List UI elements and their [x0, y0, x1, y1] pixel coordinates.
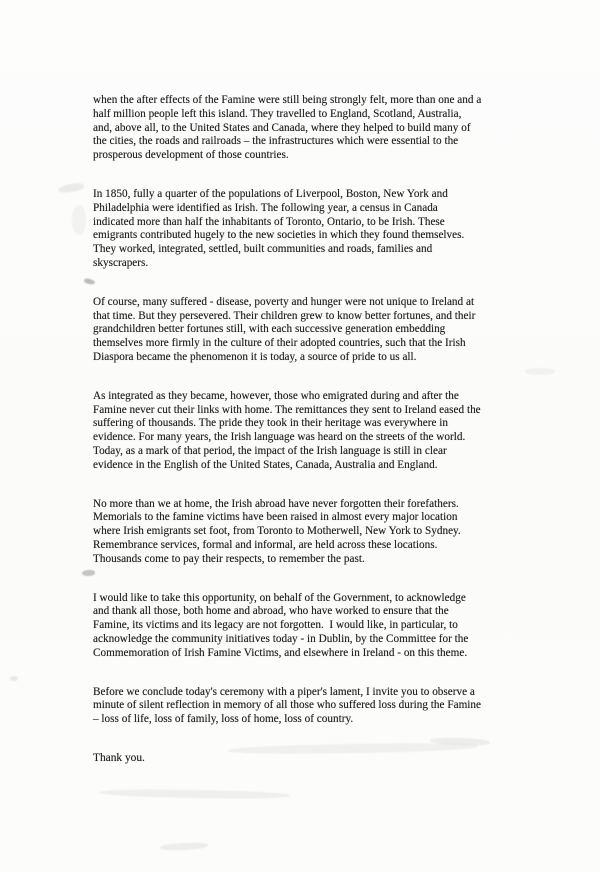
text-line: prosperous development of those countries. — [93, 149, 289, 162]
paragraph — [93, 296, 553, 365]
text-line: themselves more firmly in the culture of their adopted countries, such that the Irish — [93, 337, 466, 350]
paragraph — [93, 592, 553, 661]
scan-smudge — [72, 205, 86, 235]
text-line: In 1850, fully a quarter of the populations of Liverpool, Boston, New York and — [93, 187, 448, 200]
text-line: the cities, the roads and railroads – the infrastructures which were essential to the — [93, 135, 459, 148]
paragraph — [93, 390, 553, 473]
text-line: Famine never cut their links with home. The remittances they sent to Ireland eased the — [93, 403, 481, 416]
text-line: I would like to take this opportunity, on behalf of the Government, to acknowledge — [93, 591, 466, 604]
text-line: Thousands come to pay their respects, to remember the past. — [93, 552, 365, 565]
text-line: evidence. For many years, the Irish language was heard on the streets of the world. — [93, 431, 466, 444]
text-line: Remembrance services, formal and informal, are held across these locations. — [93, 538, 438, 551]
text-line: Commemoration of Irish Famine Victims, and elsewhere in Ireland - on this theme. — [93, 646, 468, 659]
paragraph — [93, 498, 553, 567]
text-line: suffering of thousands. The pride they took in their heritage was everywhere in — [93, 417, 449, 430]
text-line: Of course, many suffered - disease, poverty and hunger were not unique to Ireland at — [93, 295, 475, 308]
text-line: minute of silent reflection in memory of all those who suffered loss during the Famine — [93, 699, 482, 712]
text-line: Memorials to the famine victims have been raised in almost every major location — [93, 511, 458, 524]
text-line: evidence in the English of the United States, Canada, Australia and England. — [93, 458, 438, 471]
scan-smudge — [160, 842, 208, 852]
text-line: that time. But they persevered. Their children grew to know better fortunes, and their — [93, 309, 476, 322]
text-line: and thank all those, both home and abroad, who have worked to ensure that the — [93, 605, 449, 618]
closing-line: Thank you. — [93, 751, 145, 764]
speech-text-block — [93, 94, 553, 766]
text-line: indicated more than half the inhabitants of Toronto, Ontario, to be Irish. These — [93, 215, 445, 228]
scan-speck — [10, 676, 18, 681]
text-line: Before we conclude today's ceremony with a piper's lament, I invite you to observe a — [93, 685, 475, 698]
paragraph — [93, 188, 553, 271]
text-line: Philadelphia were identified as Irish. The following year, a census in Canada — [93, 201, 438, 214]
text-line: emigrants contributed hugely to the new societies in which they found themselves. — [93, 229, 465, 242]
speech-paragraphs — [93, 94, 553, 727]
text-line: Diaspora became the phenomenon it is today, a source of pride to us all. — [93, 350, 417, 363]
text-line: Famine, its victims and its legacy are not forgotten. I would like, in particular, to — [93, 619, 458, 632]
text-line: As integrated as they became, however, those who emigrated during and after the — [93, 389, 459, 402]
text-line: grandchildren better fortunes still, with each successive generation embedding — [93, 323, 446, 336]
text-line: acknowledge the community initiatives today - in Dublin, by the Committee for the — [93, 632, 469, 645]
text-line: half million people left this island. They travelled to England, Scotland, Australia, — [93, 107, 462, 120]
text-line: skyscrapers. — [93, 256, 149, 269]
text-line: No more than we at home, the Irish abroad have never forgotten their forefathers. — [93, 497, 459, 510]
text-line: Today, as a mark of that period, the impact of the Irish language is still in clear — [93, 444, 447, 457]
text-line: where Irish emigrants set foot, from Toronto to Motherwell, New York to Sydney. — [93, 525, 461, 538]
scan-smudge — [100, 788, 290, 799]
paragraph — [93, 94, 553, 163]
text-line: They worked, integrated, settled, built communities and roads, families and — [93, 243, 433, 256]
text-line: and, above all, to the United States and Canada, where they helped to build many of — [93, 121, 471, 134]
paragraph — [93, 686, 553, 727]
scan-smudge — [58, 182, 85, 194]
text-line: when the after effects of the Famine were still being strongly felt, more than one and a — [93, 94, 482, 106]
text-line: – loss of life, loss of family, loss of home, loss of country. — [93, 713, 354, 726]
